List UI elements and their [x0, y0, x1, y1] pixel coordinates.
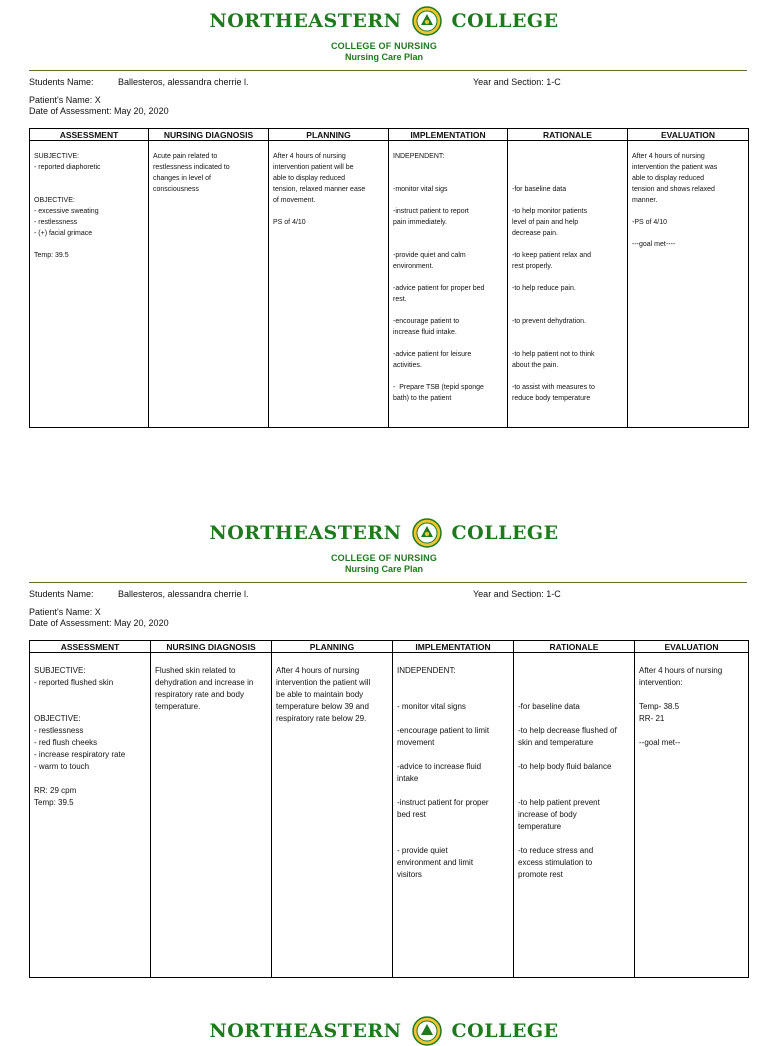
cell-text-line: - red flush cheeks: [34, 738, 98, 747]
cell-text-line: [393, 228, 503, 239]
cell-text-line: SUBJECTIVE:: [34, 153, 80, 160]
cell-text-line: activities.: [393, 362, 422, 369]
cell-text-line: movement: [397, 738, 435, 747]
rationale-cell: [514, 653, 635, 978]
cell-text-line: -encourage patient to: [393, 318, 460, 325]
student-name-value: Ballesteros, alessandra cherrie l.: [118, 77, 249, 87]
brand-name-left: NORTHEASTERN: [209, 522, 402, 544]
college-of-nursing-title: COLLEGE OF NURSING: [330, 553, 438, 563]
cell-text-line: - reported flushed skin: [34, 678, 114, 687]
cell-text-line: intake: [397, 774, 419, 783]
table-header-row: [30, 641, 749, 653]
cell-text-line: of movement.: [273, 197, 316, 204]
cell-text-line: temperature: [518, 822, 562, 831]
cell-text-line: skin and temperature: [518, 738, 594, 747]
college-of-nursing-title: COLLEGE OF NURSING: [330, 41, 438, 51]
planning-cell: [272, 653, 393, 978]
cell-text-line: [518, 773, 630, 785]
cell-text-line: [393, 272, 503, 283]
cell-text-line: restlessness indicated to: [153, 164, 230, 171]
cell-text-line: [518, 713, 630, 725]
cell-text-line: able to display reduced: [632, 175, 704, 182]
cell-text-line: [512, 151, 623, 162]
cell-text-line: temperature below 39 and: [276, 702, 369, 711]
cell-text-line: - (+) facial grimace: [34, 230, 93, 237]
cell-text-line: [632, 206, 744, 217]
header-divider: [29, 70, 747, 71]
nursing-care-plan-title: Nursing Care Plan: [344, 52, 424, 62]
student-name-value: Ballesteros, alessandra cherrie l.: [118, 589, 249, 599]
cell-text-line: respiratory rate below 29.: [276, 714, 367, 723]
cell-text-line: [397, 833, 509, 845]
assessment-date: Date of Assessment: May 20, 2020: [29, 618, 169, 628]
cell-text-line: [512, 195, 623, 206]
column-header-implementation: IMPLEMENTATION: [389, 129, 508, 141]
evaluation-cell: [635, 653, 749, 978]
cell-text-line: [512, 272, 623, 283]
cell-text-line: -to keep patient relax and: [512, 252, 591, 259]
cell-text-line: bath) to the patient: [393, 395, 452, 402]
cell-text-line: -for baseline data: [518, 702, 580, 711]
cell-text-line: environment and limit: [397, 858, 474, 867]
college-seal-icon: [412, 1016, 442, 1046]
cell-text-line: [397, 749, 509, 761]
cell-text-line: --goal met--: [639, 738, 681, 747]
cell-text-line: OBJECTIVE:: [34, 197, 75, 204]
cell-text-line: excess stimulation to: [518, 858, 593, 867]
cell-text-line: - increase respiratory rate: [34, 750, 126, 759]
student-name-label: Students Name:: [29, 589, 94, 599]
cell-text-line: -to help monitor patients: [512, 208, 588, 215]
column-header-nursing-diagnosis: NURSING DIAGNOSIS: [149, 129, 269, 141]
brand-name-left: NORTHEASTERN: [209, 1020, 402, 1042]
cell-text-line: intervention the patient will: [276, 678, 371, 687]
cell-text-line: OBJECTIVE:: [34, 714, 81, 723]
cell-text-line: [518, 749, 630, 761]
college-header: [0, 518, 768, 548]
cell-text-line: [639, 689, 744, 701]
cell-text-line: [393, 162, 503, 173]
cell-text-line: [512, 173, 623, 184]
cell-text-line: [397, 821, 509, 833]
cell-text-line: [34, 239, 144, 250]
cell-text-line: [34, 773, 146, 785]
cell-text-line: -to prevent dehydration.: [512, 318, 586, 325]
cell-text-line: [518, 785, 630, 797]
cell-text-line: - monitor vital signs: [397, 702, 466, 711]
cell-text-line: [397, 713, 509, 725]
cell-text-line: Acute pain related to: [153, 153, 218, 160]
column-header-planning: PLANNING: [272, 641, 393, 653]
cell-text-line: [393, 239, 503, 250]
cell-text-line: tension, relaxed manner ease: [273, 186, 366, 193]
cell-text-line: [518, 677, 630, 689]
cell-text-line: [512, 294, 623, 305]
cell-text-line: [512, 338, 623, 349]
cell-text-line: [397, 677, 509, 689]
cell-text-line: respiratory rate and body: [155, 690, 244, 699]
cell-text-line: [393, 195, 503, 206]
column-header-rationale: RATIONALE: [508, 129, 628, 141]
implementation-cell: [393, 653, 514, 978]
implementation-cell: [389, 141, 508, 428]
cell-text-line: -monitor vital sigs: [393, 186, 448, 193]
cell-text-line: - restlessness: [34, 726, 84, 735]
cell-text-line: - warm to touch: [34, 762, 90, 771]
cell-text-line: about the pain.: [512, 362, 559, 369]
cell-text-line: After 4 hours of nursing: [276, 666, 360, 675]
cell-text-line: -encourage patient to limit: [397, 726, 490, 735]
column-header-implementation: IMPLEMENTATION: [393, 641, 514, 653]
cell-text-line: - provide quiet: [397, 846, 448, 855]
cell-text-line: - restlessness: [34, 219, 78, 226]
nursing-care-plan-title: Nursing Care Plan: [344, 564, 424, 574]
column-header-rationale: RATIONALE: [514, 641, 635, 653]
care-plan-table: [29, 128, 749, 428]
column-header-assessment: ASSESSMENT: [30, 641, 151, 653]
column-header-assessment: ASSESSMENT: [30, 129, 149, 141]
cell-text-line: After 4 hours of nursing: [639, 666, 723, 675]
cell-text-line: [518, 833, 630, 845]
cell-text-line: -to help decrease flushed of: [518, 726, 617, 735]
brand-name-right: COLLEGE: [451, 10, 559, 32]
cell-text-line: RR- 21: [639, 714, 665, 723]
column-header-evaluation: EVALUATION: [628, 129, 749, 141]
table-row: [30, 653, 749, 978]
table-header-row: [30, 129, 749, 141]
assessment-cell: [30, 653, 151, 978]
cell-text-line: decrease pain.: [512, 230, 558, 237]
cell-text-line: - Prepare TSB (tepid sponge: [393, 384, 484, 391]
nursing-diagnosis-cell: [151, 653, 272, 978]
planning-cell: [269, 141, 389, 428]
column-header-nursing-diagnosis: NURSING DIAGNOSIS: [151, 641, 272, 653]
cell-text-line: intervention patient will be: [273, 164, 354, 171]
cell-text-line: INDEPENDENT:: [393, 153, 445, 160]
column-header-evaluation: EVALUATION: [635, 641, 749, 653]
cell-text-line: Temp: 39.5: [34, 798, 74, 807]
cell-text-line: -for baseline data: [512, 186, 567, 193]
cell-text-line: rest properly.: [512, 263, 553, 270]
cell-text-line: -advice to increase fluid: [397, 762, 482, 771]
cell-text-line: [273, 206, 384, 217]
cell-text-line: -provide quiet and calm: [393, 252, 466, 259]
cell-text-line: rest.: [393, 296, 407, 303]
cell-text-line: -to help reduce pain.: [512, 285, 576, 292]
cell-text-line: changes in level of: [153, 175, 211, 182]
college-seal-icon: [412, 6, 442, 36]
cell-text-line: -to help patient not to think: [512, 351, 595, 358]
cell-text-line: [518, 665, 630, 677]
cell-text-line: -to reduce stress and: [518, 846, 594, 855]
cell-text-line: [512, 162, 623, 173]
cell-text-line: level of pain and help: [512, 219, 579, 226]
nursing-diagnosis-cell: [149, 141, 269, 428]
cell-text-line: [512, 239, 623, 250]
cell-text-line: Temp- 38.5: [639, 702, 680, 711]
cell-text-line: [34, 689, 146, 701]
brand-name-right: COLLEGE: [451, 1020, 559, 1042]
cell-text-line: -instruct patient for proper: [397, 798, 489, 807]
college-seal-icon: [412, 518, 442, 548]
cell-text-line: After 4 hours of nursing: [632, 153, 705, 160]
cell-text-line: intervention:: [639, 678, 683, 687]
cell-text-line: be able to maintain body: [276, 690, 364, 699]
year-section: Year and Section: 1-C: [473, 589, 561, 599]
cell-text-line: ---goal met----: [632, 241, 676, 248]
cell-text-line: PS of 4/10: [273, 219, 306, 226]
cell-text-line: environment.: [393, 263, 434, 270]
evaluation-cell: [628, 141, 749, 428]
cell-text-line: [397, 689, 509, 701]
cell-text-line: consciousness: [153, 186, 199, 193]
cell-text-line: visitors: [397, 870, 422, 879]
cell-text-line: [34, 184, 144, 195]
college-header: [0, 1016, 768, 1046]
cell-text-line: RR: 29 cpm: [34, 786, 77, 795]
cell-text-line: able to display reduced: [273, 175, 345, 182]
cell-text-line: [393, 305, 503, 316]
cell-text-line: increase fluid intake.: [393, 329, 457, 336]
cell-text-line: dehydration and increase in: [155, 678, 254, 687]
cell-text-line: [518, 689, 630, 701]
cell-text-line: -advice patient for leisure: [393, 351, 472, 358]
brand-name-right: COLLEGE: [451, 522, 559, 544]
cell-text-line: tension and shows relaxed: [632, 186, 715, 193]
header-divider: [29, 582, 747, 583]
cell-text-line: temperature.: [155, 702, 201, 711]
cell-text-line: increase of body: [518, 810, 577, 819]
cell-text-line: [34, 701, 146, 713]
cell-text-line: manner.: [632, 197, 658, 204]
cell-text-line: -to help patient prevent: [518, 798, 600, 807]
cell-text-line: [397, 785, 509, 797]
assessment-date: Date of Assessment: May 20, 2020: [29, 106, 169, 116]
cell-text-line: -to assist with measures to: [512, 384, 595, 391]
cell-text-line: reduce body temperature: [512, 395, 591, 402]
rationale-cell: [508, 141, 628, 428]
cell-text-line: -to help body fluid balance: [518, 762, 612, 771]
cell-text-line: [393, 371, 503, 382]
cell-text-line: promote rest: [518, 870, 563, 879]
cell-text-line: [393, 338, 503, 349]
cell-text-line: [512, 371, 623, 382]
care-plan-table: [29, 640, 749, 978]
cell-text-line: [512, 327, 623, 338]
brand-name-left: NORTHEASTERN: [209, 10, 402, 32]
table-row: [30, 141, 749, 428]
patient-name: Patient's Name: X: [29, 95, 101, 105]
cell-text-line: Flushed skin related to: [155, 666, 236, 675]
cell-text-line: [512, 305, 623, 316]
cell-text-line: [639, 725, 744, 737]
cell-text-line: [393, 173, 503, 184]
year-section: Year and Section: 1-C: [473, 77, 561, 87]
cell-text-line: - reported diaphoretic: [34, 164, 101, 171]
cell-text-line: INDEPENDENT:: [397, 666, 456, 675]
cell-text-line: intervention the patient was: [632, 164, 718, 171]
cell-text-line: [632, 228, 744, 239]
cell-text-line: Temp: 39.5: [34, 252, 69, 259]
cell-text-line: SUBJECTIVE:: [34, 666, 86, 675]
patient-name: Patient's Name: X: [29, 607, 101, 617]
cell-text-line: [34, 173, 144, 184]
cell-text-line: - excessive sweating: [34, 208, 99, 215]
cell-text-line: bed rest: [397, 810, 426, 819]
cell-text-line: -instruct patient to report: [393, 208, 469, 215]
cell-text-line: -PS of 4/10: [632, 219, 668, 226]
student-name-label: Students Name:: [29, 77, 94, 87]
college-header: [0, 6, 768, 36]
cell-text-line: -advice patient for proper bed: [393, 285, 485, 292]
cell-text-line: After 4 hours of nursing: [273, 153, 346, 160]
cell-text-line: pain immediately.: [393, 219, 447, 226]
column-header-planning: PLANNING: [269, 129, 389, 141]
assessment-cell: [30, 141, 149, 428]
